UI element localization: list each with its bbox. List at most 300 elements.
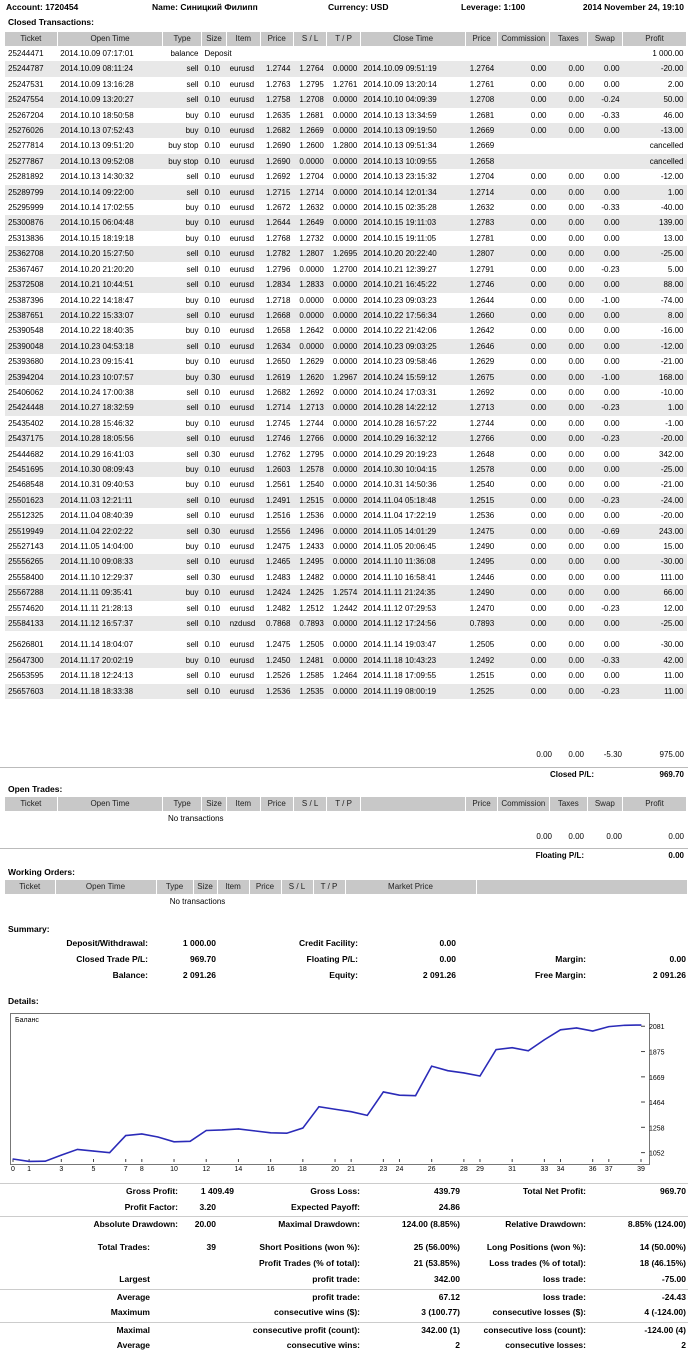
table-cell: 0.00 — [497, 585, 549, 600]
table-cell: 0.00 — [549, 123, 587, 138]
table-cell: -0.23 — [587, 431, 623, 446]
table-cell — [497, 138, 549, 153]
table-cell: 0.00 — [568, 480, 585, 490]
table-cell: 25390048 — [5, 339, 57, 354]
stat-av-profit-label: profit trade: — [312, 1292, 360, 1302]
table-cell: -0.23 — [587, 493, 623, 508]
table-cell: 0.10 — [204, 511, 221, 521]
column-header: Price — [260, 797, 293, 811]
stats-row — [0, 1322, 688, 1335]
table-cell: 25556265 — [5, 554, 57, 569]
table-cell: 0.00 — [604, 511, 620, 521]
table-cell: 2014.10.28 14:22:12 — [360, 400, 466, 415]
table-row — [5, 684, 687, 699]
table-row — [5, 246, 687, 261]
table-cell: 1.2744 — [299, 418, 324, 428]
table-cell: 1.2732 — [299, 233, 324, 243]
table-cell: 0.00 — [604, 172, 620, 182]
table-cell: eurusd — [229, 572, 255, 582]
balance-point — [318, 1106, 319, 1107]
closed-pl-value: 969.70 — [659, 770, 684, 779]
table-cell: eurusd — [227, 92, 260, 107]
table-cell: 0.00 — [568, 264, 585, 274]
table-cell: buy — [185, 326, 199, 336]
balance-point — [206, 1130, 207, 1131]
table-cell: 1.2713 — [466, 400, 497, 415]
table-cell: 25393680 — [8, 357, 44, 367]
stat-lg-loss-label: loss trade: — [543, 1274, 586, 1284]
table-cell: 1.2796 — [265, 264, 291, 274]
table-cell: 1.2692 — [469, 387, 495, 397]
table-cell: 1.2556 — [260, 524, 293, 539]
table-cell: 1.2714 — [293, 185, 326, 200]
table-cell: 2014.10.13 09:19:50 — [360, 123, 466, 138]
table-row — [5, 570, 687, 585]
open-total-swap: 0.00 — [606, 832, 622, 841]
stat-expected-payoff: 24.86 — [438, 1202, 460, 1212]
table-cell: sell — [163, 400, 202, 415]
table-cell: 0.30 — [201, 524, 226, 539]
column-header: Price — [466, 797, 497, 811]
leverage-label: Leverage: 1:100 — [461, 2, 526, 12]
table-cell: 1.2620 — [293, 370, 326, 385]
x-tick-label: 5 — [91, 1166, 96, 1173]
table-row — [5, 185, 687, 200]
x-tick-label: 8 — [139, 1166, 144, 1173]
stat-av-profit: 67.12 — [438, 1292, 460, 1302]
table-cell: 0.0000 — [332, 203, 358, 213]
table-cell: 1.2632 — [299, 203, 324, 213]
table-cell: 0.0000 — [293, 339, 326, 354]
table-cell: 0.0000 — [332, 542, 358, 551]
table-cell: 0.00 — [497, 370, 549, 385]
table-cell: 0.00 — [568, 233, 585, 243]
equity-value: 2 091.26 — [422, 970, 456, 980]
table-cell: nzdusd — [227, 616, 260, 631]
summary-floating-value: 0.00 — [439, 954, 456, 964]
table-cell: 2014.10.14 17:02:55 — [60, 203, 134, 213]
table-cell: 0.00 — [549, 400, 587, 415]
table-cell: 1.2807 — [466, 246, 497, 261]
table-cell: -1.00 — [665, 418, 684, 428]
stats-row — [0, 1272, 688, 1284]
table-cell: 1.2425 — [293, 585, 326, 600]
balance-value: 2 091.26 — [182, 970, 216, 980]
table-row — [5, 653, 687, 668]
table-cell: 2014.10.22 18:40:35 — [60, 326, 134, 336]
table-cell: 0.00 — [604, 542, 620, 551]
table-row — [5, 416, 687, 431]
table-cell: 1.2483 — [265, 572, 291, 582]
balance-point — [528, 1050, 529, 1051]
table-cell: 2014.11.04 05:18:48 — [360, 493, 466, 508]
table-cell: 0.0000 — [332, 326, 358, 336]
closed-trade-pl-label: Closed Trade P/L: — [76, 954, 148, 964]
table-cell: 1.2766 — [466, 431, 497, 446]
table-cell: 0.10 — [204, 671, 221, 681]
table-cell: sell — [163, 61, 202, 76]
table-cell: 1.2512 — [299, 603, 324, 613]
table-cell: 0.00 — [549, 616, 587, 631]
table-cell: 2.00 — [667, 79, 684, 89]
table-cell: 2014.10.13 09:51:34 — [363, 141, 437, 151]
table-cell: 168.00 — [623, 370, 687, 385]
balance-point — [222, 1129, 223, 1130]
table-cell: 2014.10.22 17:56:34 — [360, 308, 466, 323]
table-cell: sell — [163, 616, 202, 631]
table-cell: 1.2704 — [299, 172, 324, 182]
table-cell: cancelled — [649, 141, 684, 151]
table-cell: 1.2800 — [332, 141, 358, 151]
table-cell: 0.00 — [549, 61, 587, 76]
table-cell: 2014.10.15 19:11:05 — [363, 233, 437, 243]
balance-point — [157, 1136, 158, 1137]
table-cell: eurusd — [229, 511, 255, 521]
table-cell: 0.0000 — [327, 653, 360, 668]
table-cell: 2014.11.18 12:24:13 — [60, 671, 134, 681]
table-cell: 1.2585 — [299, 671, 324, 681]
floating-pl-label: Floating P/L: — [535, 851, 584, 860]
table-cell: eurusd — [227, 308, 260, 323]
table-cell: 1.2505 — [299, 640, 324, 650]
table-cell: 0.10 — [201, 431, 226, 446]
table-cell: 0.00 — [497, 339, 549, 354]
working-orders-table — [5, 880, 688, 909]
table-cell: 0.10 — [204, 203, 221, 213]
table-cell: 0.00 — [587, 61, 623, 76]
y-tick-label: 1052 — [649, 1150, 665, 1158]
table-cell: 0.0000 — [327, 400, 360, 415]
table-cell: eurusd — [229, 449, 255, 459]
table-cell: 46.00 — [663, 110, 684, 120]
column-header: Ticket — [5, 32, 57, 46]
table-cell: 2014.10.22 15:33:07 — [57, 308, 163, 323]
table-row — [5, 123, 687, 138]
table-cell: 0.10 — [201, 215, 226, 230]
table-cell: 1.2536 — [260, 684, 293, 699]
table-cell: -0.23 — [587, 684, 623, 699]
table-row — [5, 108, 687, 123]
table-row — [5, 154, 687, 169]
table-row — [5, 61, 687, 76]
stats-row — [0, 1183, 688, 1196]
table-cell: 15.00 — [663, 542, 684, 551]
balance-point — [624, 1025, 625, 1026]
table-row — [5, 601, 687, 616]
table-cell: 0.10 — [201, 154, 226, 169]
currency-label: Currency: USD — [328, 2, 389, 12]
table-row — [5, 262, 687, 277]
table-row — [5, 323, 687, 338]
stat-lg-profit-label: profit trade: — [312, 1274, 360, 1284]
column-header: Open Time — [57, 32, 163, 46]
summary-block — [0, 938, 688, 986]
table-cell: eurusd — [227, 554, 260, 569]
table-cell: 2014.10.15 19:11:03 — [360, 215, 466, 230]
table-cell: 2014.10.23 04:53:18 — [57, 339, 163, 354]
working-empty-message: No transactions — [169, 897, 226, 906]
stat-mx-losses: 4 (-124.00) — [644, 1307, 686, 1317]
total-profit: 975.00 — [659, 750, 684, 759]
table-cell: buy — [185, 480, 199, 490]
stat-average2-label: Average — [116, 1340, 150, 1350]
credit-label: Credit Facility: — [298, 938, 358, 948]
table-cell: 2014.11.05 14:01:29 — [360, 524, 466, 539]
table-cell: 1.2642 — [299, 326, 324, 336]
table-cell: eurusd — [229, 603, 255, 613]
table-cell: eurusd — [229, 542, 255, 551]
stat-ml-loss: -124.00 (4) — [644, 1325, 686, 1335]
table-cell: 0.00 — [530, 480, 547, 490]
stat-profit-factor-label: Profit Factor: — [124, 1202, 178, 1212]
column-header: Size — [201, 32, 226, 46]
table-cell: 25289799 — [5, 185, 57, 200]
table-cell: sell — [186, 264, 199, 274]
table-cell: 2014.11.12 16:57:37 — [57, 616, 163, 631]
table-cell: 1.2475 — [466, 524, 497, 539]
table-cell: eurusd — [229, 326, 255, 336]
table-cell: buy — [163, 653, 202, 668]
table-cell: -0.23 — [601, 603, 620, 613]
table-cell: 0.10 — [204, 418, 221, 428]
table-cell: 25244471 — [8, 49, 44, 58]
table-cell: buy — [163, 462, 202, 477]
table-cell: 2014.11.11 09:35:41 — [57, 585, 163, 600]
balance-point — [479, 1075, 480, 1076]
table-cell: 50.00 — [623, 92, 687, 107]
table-cell: 1.2746 — [260, 431, 293, 446]
table-cell: 0.0000 — [327, 123, 360, 138]
table-cell: 0.0000 — [327, 215, 360, 230]
table-cell: 2014.11.10 09:08:33 — [57, 554, 163, 569]
table-cell: 0.0000 — [299, 295, 324, 305]
table-cell: 1.2450 — [260, 653, 293, 668]
stat-rel-dd-label: Relative Drawdown: — [505, 1219, 586, 1229]
table-cell: 1.2561 — [265, 480, 291, 490]
balance-point — [640, 1024, 641, 1025]
table-row — [5, 46, 687, 61]
table-cell: 2014.11.18 17:09:55 — [363, 671, 437, 681]
table-cell: 0.00 — [587, 554, 623, 569]
table-cell: 0.00 — [568, 203, 585, 213]
table-cell: 1.2635 — [265, 110, 291, 120]
stat-maximal-label: Maximal — [116, 1325, 150, 1335]
table-cell: 2014.10.13 14:30:32 — [60, 172, 134, 182]
table-cell: 0.00 — [497, 123, 549, 138]
column-header: Type — [163, 32, 202, 46]
table-cell: sell — [163, 277, 202, 292]
table-cell: 1.2692 — [299, 387, 324, 397]
table-cell — [497, 154, 549, 169]
table-row — [5, 508, 687, 523]
table-cell: 1.2475 — [265, 542, 291, 551]
table-cell: 243.00 — [623, 524, 687, 539]
table-cell: 88.00 — [623, 277, 687, 292]
table-cell: 25574620 — [8, 603, 44, 613]
table-cell: 0.0000 — [293, 308, 326, 323]
table-cell: 0.00 — [497, 616, 549, 631]
table-cell: 0.10 — [201, 277, 226, 292]
table-cell: 1.2470 — [469, 603, 495, 613]
column-header: Ticket — [5, 797, 57, 811]
balance-point — [173, 1141, 174, 1142]
table-cell: -1.00 — [601, 295, 620, 305]
table-cell: 25468548 — [8, 480, 44, 490]
table-cell: buy — [185, 542, 199, 551]
table-cell: 0.0000 — [332, 480, 358, 490]
table-cell: 25372508 — [5, 277, 57, 292]
table-cell: 2014.10.13 10:09:55 — [360, 154, 466, 169]
table-cell: 1.2833 — [293, 277, 326, 292]
table-cell: 1.2669 — [293, 123, 326, 138]
table-cell: 1.2807 — [293, 246, 326, 261]
table-cell: sell — [186, 449, 199, 459]
table-cell: 1.2475 — [265, 640, 291, 650]
chart-title: Баланс — [15, 1017, 39, 1024]
table-cell: 0.00 — [587, 308, 623, 323]
table-cell: 2014.10.29 16:32:12 — [360, 431, 466, 446]
table-cell: buy — [185, 203, 199, 213]
balance-point — [12, 1158, 13, 1159]
column-header: Size — [201, 797, 226, 811]
table-cell: 0.00 — [568, 640, 585, 650]
table-cell: -21.00 — [660, 357, 684, 367]
table-cell: 0.00 — [587, 462, 623, 477]
table-cell: 1.2795 — [299, 79, 324, 89]
table-cell: 0.00 — [604, 418, 620, 428]
stat-profit-factor: 3.20 — [199, 1202, 216, 1212]
x-tick-label: 33 — [540, 1166, 549, 1173]
free-margin-label: Free Margin: — [534, 970, 586, 980]
table-cell: 2014.10.13 23:15:32 — [363, 172, 437, 182]
table-cell: 111.00 — [660, 572, 684, 582]
column-header: Type — [156, 880, 193, 894]
table-cell: 2014.11.10 11:36:08 — [360, 554, 466, 569]
closed-totals-row — [0, 750, 688, 764]
table-cell: eurusd — [227, 370, 260, 385]
table-cell: 1.2708 — [466, 92, 497, 107]
table-cell: 0.00 — [497, 61, 549, 76]
table-cell: 0.00 — [587, 123, 623, 138]
balance-point — [447, 1070, 448, 1071]
table-cell: 1.2704 — [469, 172, 495, 182]
table-cell: 0.00 — [568, 603, 585, 613]
table-cell: 139.00 — [623, 215, 687, 230]
table-cell: buy — [185, 418, 199, 428]
table-cell: 1.2482 — [299, 572, 324, 582]
table-cell: 0.00 — [587, 277, 623, 292]
table-cell: 2014.10.31 14:50:36 — [363, 480, 437, 490]
stat-profit-trades: 21 (53.85%) — [413, 1258, 460, 1268]
table-cell: 1.2482 — [265, 603, 291, 613]
table-cell: 2014.10.10 04:09:39 — [360, 92, 466, 107]
table-cell: 2014.10.27 18:32:59 — [57, 400, 163, 415]
table-cell: 0.00 — [497, 524, 549, 539]
table-cell: 0.00 — [587, 185, 623, 200]
table-cell: 0.00 — [497, 277, 549, 292]
stat-largest-label: Largest — [119, 1274, 150, 1284]
x-tick-label: 14 — [234, 1166, 243, 1173]
table-cell: 1.2536 — [469, 511, 495, 521]
table-cell: sell — [163, 493, 202, 508]
table-cell: 2014.11.10 12:29:37 — [60, 572, 134, 582]
table-cell: 25451695 — [5, 462, 57, 477]
table-cell: 25387651 — [5, 308, 57, 323]
x-tick-label: 21 — [347, 1166, 356, 1173]
table-cell: 0.00 — [530, 671, 547, 681]
table-cell: 0.0000 — [299, 264, 324, 274]
table-cell: 0.10 — [204, 326, 221, 336]
table-cell: -0.33 — [601, 203, 620, 213]
table-cell: 0.10 — [201, 123, 226, 138]
table-cell: 25406062 — [8, 387, 44, 397]
balance-point — [238, 1128, 239, 1129]
column-header — [476, 880, 687, 894]
table-row — [5, 169, 687, 184]
table-cell: -30.00 — [660, 640, 684, 650]
table-cell: eurusd — [227, 154, 260, 169]
balance-point — [93, 1150, 94, 1151]
table-cell: 0.00 — [549, 277, 587, 292]
table-row — [5, 447, 687, 462]
deposit-value: 1 000.00 — [182, 938, 216, 948]
table-cell: 2014.10.10 18:50:58 — [60, 110, 134, 120]
table-row — [5, 370, 687, 385]
table-cell: 0.10 — [201, 185, 226, 200]
balance-point — [367, 1115, 368, 1116]
table-cell: 2014.10.09 13:16:28 — [60, 79, 134, 89]
summary-title: Summary: — [8, 924, 50, 934]
table-cell: 0.10 — [201, 653, 226, 668]
table-cell: 0.10 — [204, 542, 221, 551]
table-cell: 0.10 — [201, 246, 226, 261]
table-cell: 2014.11.18 10:43:23 — [360, 653, 466, 668]
table-cell: 0.00 — [604, 326, 620, 336]
table-cell: -25.00 — [623, 462, 687, 477]
table-cell: 1.2714 — [466, 185, 497, 200]
table-cell: 0.0000 — [332, 233, 358, 243]
stat-abs-dd: 20.00 — [194, 1219, 216, 1229]
table-cell: eurusd — [227, 462, 260, 477]
table-cell: 1.2700 — [332, 264, 358, 274]
table-row — [5, 616, 687, 631]
table-cell: 2014.10.28 15:46:32 — [60, 418, 134, 428]
table-cell: 25367467 — [8, 264, 44, 274]
table-cell: 0.0000 — [327, 277, 360, 292]
table-cell: 0.0000 — [327, 616, 360, 631]
table-cell: 2014.10.21 10:44:51 — [57, 277, 163, 292]
table-cell: 1.2464 — [332, 671, 358, 681]
table-cell: 2014.10.30 10:04:15 — [360, 462, 466, 477]
table-cell: 2014.10.09 09:51:19 — [360, 61, 466, 76]
column-header: S / L — [281, 880, 313, 894]
table-cell: 2014.10.24 17:00:38 — [60, 387, 134, 397]
stat-net-profit: 969.70 — [660, 1186, 686, 1196]
table-cell: 0.10 — [201, 400, 226, 415]
table-row — [5, 308, 687, 323]
table-cell: 0.00 — [530, 449, 547, 459]
table-cell: eurusd — [229, 79, 255, 89]
x-tick-label: 20 — [331, 1166, 339, 1173]
table-cell: 0.0000 — [332, 640, 358, 650]
column-header: Taxes — [549, 797, 587, 811]
table-cell: eurusd — [229, 110, 255, 120]
table-cell: 0.00 — [549, 462, 587, 477]
table-cell: 0.00 — [497, 185, 549, 200]
table-cell: 0.10 — [201, 493, 226, 508]
table-cell: 0.00 — [568, 326, 585, 336]
table-cell: eurusd — [227, 215, 260, 230]
